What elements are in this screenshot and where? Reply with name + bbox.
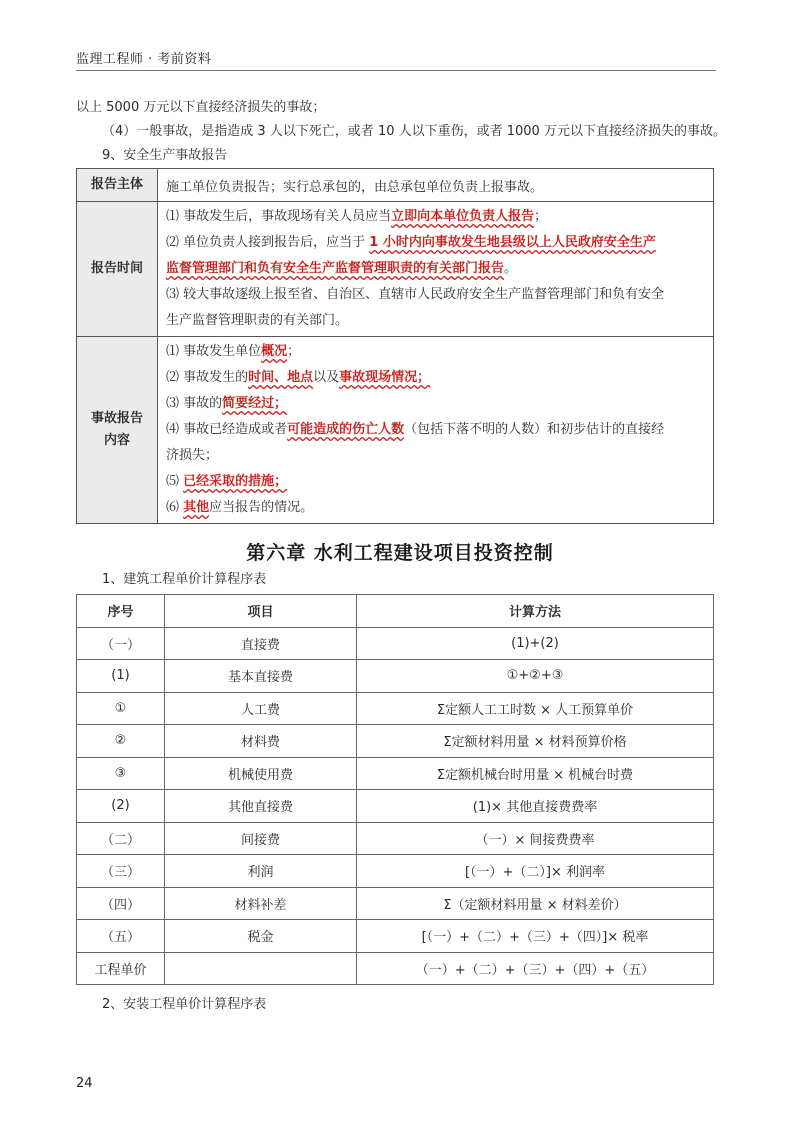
table-cell: (1)	[77, 660, 165, 693]
table-row	[77, 337, 714, 524]
highlight-text: 监督管理部门和负有安全生产监督管理职责的有关部门报告	[166, 261, 505, 276]
report-content-list	[158, 337, 714, 524]
item-text: ；	[287, 344, 301, 359]
intro-line-2: （4）一般事故，是指造成 3 人以下死亡，或者 10 人以下重伤，或者 1000 万元以下直接经济损失的事故。	[102, 124, 726, 139]
highlight-text: 事故现场情况；	[339, 370, 431, 385]
highlight-text: 可能造成的伤亡人数	[287, 422, 405, 437]
table-cell: 间接费	[165, 822, 357, 855]
table-cell: 利润	[165, 855, 357, 888]
table-cell	[165, 952, 357, 985]
unit-price-table	[76, 594, 714, 985]
table-cell: [（一）+（二）+（三）+（四）]× 税率	[357, 920, 714, 953]
table-cell: （二）	[77, 822, 165, 855]
table-cell: 基本直接费	[165, 660, 357, 693]
table-cell: 材料补差	[165, 887, 357, 920]
table-cell: 材料费	[165, 725, 357, 758]
row-label-report-subject: 报告主体	[77, 169, 158, 202]
column-header: 项目	[165, 595, 357, 628]
table-cell: （一）× 间接费费率	[357, 822, 714, 855]
report-subject-text: 施工单位负责报告；实行总承包的，由总承包单位负责上报事故。	[158, 169, 714, 202]
table-cell: 直接费	[165, 627, 357, 660]
highlight-text: 已经采取的措施；	[183, 474, 288, 489]
page-header: 监理工程师 · 考前资料	[76, 52, 212, 67]
table-cell: （一）+（二）+（三）+（四）+（五）	[357, 952, 714, 985]
item-text: ⑴ 事故发生后，事故现场有关人员应当	[166, 209, 392, 224]
chapter-title: 第六章 水利工程建设项目投资控制	[246, 542, 554, 564]
report-content-item-6	[166, 495, 705, 521]
report-time-item-2-cont	[166, 256, 705, 282]
table-header-row	[77, 595, 714, 628]
column-header: 序号	[77, 595, 165, 628]
highlight-text: 时间、地点	[248, 370, 314, 385]
highlight-text: 概况	[261, 344, 288, 359]
label-line: 事故报告	[90, 411, 143, 426]
item-text: ；	[534, 209, 548, 224]
section-heading-9: 9、安全生产事故报告	[102, 148, 228, 163]
item-text: 以及	[313, 370, 340, 385]
report-content-item-5	[166, 469, 705, 495]
table-cell: Σ定额人工工时数 × 人工预算单价	[357, 692, 714, 725]
label-line: 内容	[103, 433, 130, 448]
table-cell: ③	[77, 757, 165, 790]
report-time-item-1	[166, 204, 705, 230]
report-content-item-4	[166, 417, 705, 443]
item-text: ⑸	[166, 474, 184, 489]
unit-price-table-body	[77, 627, 714, 985]
section-heading-1: 1、建筑工程单价计算程序表	[102, 572, 267, 587]
highlight-text: 简要经过；	[222, 396, 288, 411]
table-cell: （四）	[77, 887, 165, 920]
table-row	[77, 790, 714, 823]
report-content-item-1	[166, 339, 705, 365]
table-row	[77, 952, 714, 985]
item-text: 应当报告的情况。	[209, 500, 314, 515]
row-label-report-content	[77, 337, 158, 524]
table-row	[77, 855, 714, 888]
table-row	[77, 202, 714, 337]
accident-report-table	[76, 168, 714, 524]
table-cell: 机械使用费	[165, 757, 357, 790]
table-row	[77, 920, 714, 953]
column-header: 计算方法	[357, 595, 714, 628]
table-row	[77, 627, 714, 660]
report-time-content	[158, 202, 714, 337]
intro-line-1: 以上 5000 万元以下直接经济损失的事故；	[76, 100, 326, 115]
highlight-text: 其他	[183, 500, 210, 515]
item-text: ⑵ 事故发生的	[166, 370, 249, 385]
table-cell: [（一）+（二）]× 利润率	[357, 855, 714, 888]
report-time-item-3-cont: 生产监督管理职责的有关部门。	[166, 313, 349, 328]
report-time-item-3: ⑶ 较大事故逐级上报至省、自治区、直辖市人民政府安全生产监督管理部门和负有安全	[166, 287, 665, 302]
table-cell: (1)× 其他直接费费率	[357, 790, 714, 823]
table-cell: 人工费	[165, 692, 357, 725]
table-row	[77, 887, 714, 920]
row-label-report-time: 报告时间	[77, 202, 158, 337]
table-cell: （一）	[77, 627, 165, 660]
item-text: ⑹	[166, 500, 184, 515]
table-cell: ①	[77, 692, 165, 725]
table-row	[77, 692, 714, 725]
table-row	[77, 660, 714, 693]
table-cell: 其他直接费	[165, 790, 357, 823]
item-text: （包括下落不明的人数）和初步估计的直接经	[404, 422, 665, 437]
section-heading-2: 2、安装工程单价计算程序表	[102, 997, 267, 1012]
table-cell: 税金	[165, 920, 357, 953]
report-content-item-2	[166, 365, 705, 391]
table-cell: 工程单价	[77, 952, 165, 985]
highlight-text: 立即向本单位负责人报告	[391, 209, 535, 224]
table-cell: Σ（定额材料用量 × 材料差价）	[357, 887, 714, 920]
table-row	[77, 757, 714, 790]
table-cell: ①+②+③	[357, 660, 714, 693]
report-content-item-3	[166, 391, 705, 417]
table-row	[77, 822, 714, 855]
item-text: ⑵ 单位负责人接到报告后，应当于	[166, 235, 370, 250]
table-cell: ②	[77, 725, 165, 758]
table-row	[77, 725, 714, 758]
report-content-item-4-cont: 济损失；	[166, 448, 219, 463]
table-cell: Σ定额机械台时用量 × 机械台时费	[357, 757, 714, 790]
page-number: 24	[76, 1076, 93, 1091]
table-cell: (2)	[77, 790, 165, 823]
report-time-item-2	[166, 230, 705, 256]
table-row	[77, 169, 714, 202]
table-cell: （五）	[77, 920, 165, 953]
table-cell: (1)+(2)	[357, 627, 714, 660]
table-cell: Σ定额材料用量 × 材料预算价格	[357, 725, 714, 758]
item-text: 。	[504, 261, 518, 276]
table-cell: （三）	[77, 855, 165, 888]
highlight-text: 1 小时内向事故发生地县级以上人民政府安全生产	[369, 235, 656, 250]
item-text: ⑷ 事故已经造成或者	[166, 422, 288, 437]
item-text: ⑶ 事故的	[166, 396, 223, 411]
item-text: ⑴ 事故发生单位	[166, 344, 262, 359]
header-divider	[76, 70, 716, 71]
